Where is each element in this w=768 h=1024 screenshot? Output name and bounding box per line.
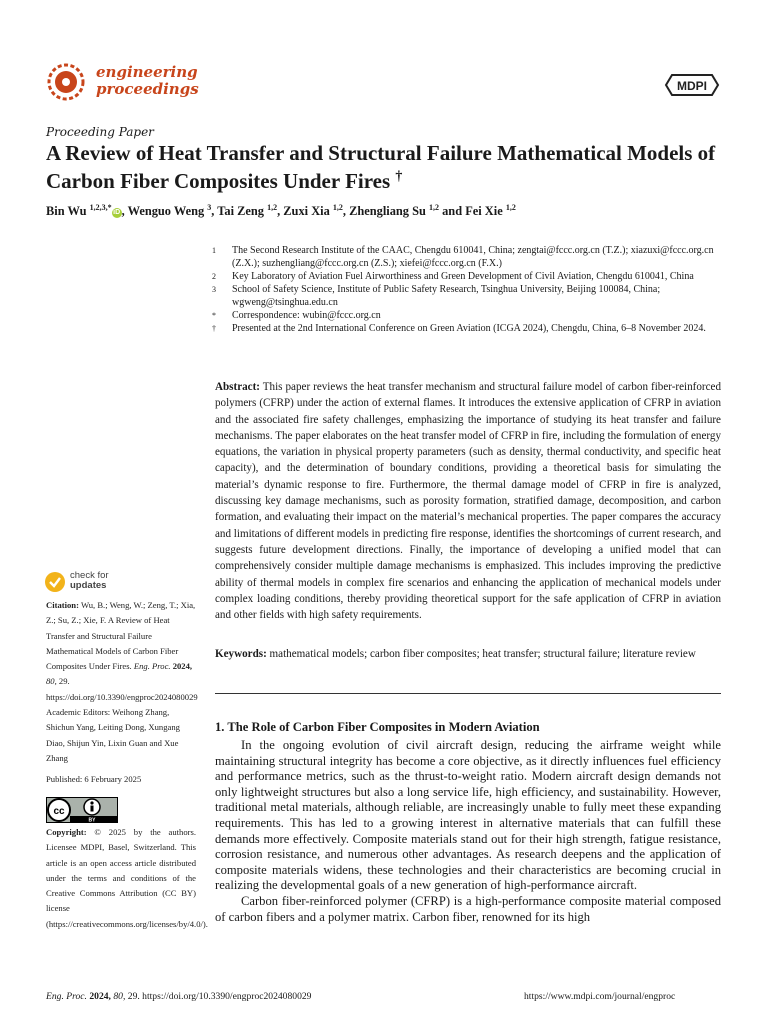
affiliation-text: Presented at the 2nd International Conference on Green Aviation (ICGA 2024), Chengdu, China, 6–8 November 2024.	[232, 323, 706, 334]
check-for-updates-line1: check for	[70, 570, 109, 581]
footer-doi-link[interactable]: 29. https://doi.org/10.3390/engproc2024080029	[127, 991, 312, 1002]
author-name[interactable]: Wenguo Weng	[127, 204, 205, 219]
journal-name-line2: proceedings	[96, 80, 199, 98]
affiliation-mark: 2	[212, 272, 216, 281]
section-body	[215, 738, 721, 925]
affiliation-text: The Second Research Institute of the CAAC, Chengdu 610041, China; zengtai@fccc.org.cn (T.Z.); xiazuxi@fccc.org.cn (Z.X.); suzhengliang@fccc.org.cn (Z.S.); xiefei@fccc.org.cn (F.X.)	[232, 245, 714, 269]
keywords-text: mathematical models; carbon fiber composites; heat transfer; structural failure; literature review	[269, 648, 696, 660]
copyright-label: Copyright:	[46, 827, 87, 837]
footer-citation	[46, 991, 311, 1002]
copyright-text: © 2025 by the authors. Licensee MDPI, Basel, Switzerland. This article is an open access article distributed under the terms and conditions of the Creative Commons Attribution (CC BY) license (https://creativecommons.org/licenses/by/4.0/).	[46, 827, 208, 929]
published-date: Published: 6 February 2025	[46, 774, 142, 784]
footer-volume: 80,	[113, 991, 126, 1002]
citation-volume: 80,	[46, 676, 57, 687]
publisher-name: MDPI	[677, 79, 707, 93]
author-affil: 1,2	[429, 203, 439, 212]
journal-name	[96, 64, 199, 98]
svg-text:BY: BY	[88, 817, 96, 823]
affiliation-text: Key Laboratory of Aviation Fuel Airworthiness and Green Development of Civil Aviation, Chengdu 610041, China	[232, 271, 694, 282]
abstract-label: Abstract:	[215, 381, 260, 393]
author-affil: 1,2,3,*	[89, 203, 112, 212]
affiliation-item	[212, 270, 732, 283]
author-affil: 3	[207, 203, 212, 212]
affiliation-text: School of Safety Science, Institute of Public Safety Research, Tsinghua University, Beijing 100084, China; wgweng@tsinghua.edu.cn	[232, 284, 661, 308]
keywords	[215, 646, 721, 662]
body-paragraph: In the ongoing evolution of civil aircraft design, reducing the airframe weight while maintaining structural integrity has become a core objective, as it directly influences fuel efficiency and performance metrics, such as the thrust-to-weight ratio. Modern aircraft design demands not only lightweight structures but also a long service life, high efficiency, and sustainability. However, traditional metal materials, although reliable, are increasingly unable to fully meet these expanding requirements. This has led to a growing interest in alternative materials that can fulfill these demands more effectively. Composite materials stand out for their high strength, fatigue resistance, corrosion resistance, and numerous other advantages. As research deepens and the application of composite materials widens, these technologies and their characteristics are becoming crucial in realizing the developmental goals of a new generation of high-performance aircraft.	[215, 738, 721, 893]
abstract-text: This paper reviews the heat transfer mechanism and structural failure model of carbon fiber-reinforced polymers (CFRP) under the action of external flames. It introduces the extensive application of CFRP in aviation and the associated fire safety challenges, emphasizing the importance of studying its heat transfer and failure mechanisms. The paper elaborates on the heat transfer model of CFRP in fire, including the formulation of energy equations, the variation in physical property parameters (such as density, thermal conductivity, and specific heat capacity), and the determination of boundary conditions, providing a theoretical basis for simulating the material’s dynamic response to fire. Furthermore, the thermal damage model of CFRP in fire is analyzed, discussing key damage mechanisms, such as porosity formation, stratified damage, decomposition, and carbon formation, and evaluating their impact on the material’s mechanical properties. The paper compares the accuracy and limitations of different models in predicting fire response, identifies the shortcomings of current research, and suggests future development directions. Finally, the importance of developing a unified model that can comprehensively consider multiple damage mechanisms is emphasized. This includes improving the predictive ability of thermal models in complex fire scenarios and enhancing the application of mechanical models under complex loading conditions, thereby providing theoretical support for the safe application of CFRP in aviation and other fields with high safety requirements.	[215, 381, 721, 622]
citation-doi[interactable]: 29. https://doi.org/10.3390/engproc2024080029	[46, 676, 198, 702]
cc-by-license-icon[interactable]	[46, 797, 118, 823]
footer-journal-url[interactable]: https://www.mdpi.com/journal/engproc	[524, 991, 676, 1002]
abstract	[215, 379, 721, 623]
body-paragraph: Carbon fiber-reinforced polymer (CFRP) is a high-performance composite material composed of carbon fibers and a polymer matrix. Carbon fiber, renowned for its high	[215, 893, 721, 924]
author-name[interactable]: Zhengliang Su	[349, 204, 426, 219]
affiliations	[212, 244, 732, 335]
citation-label: Citation:	[46, 600, 79, 610]
affiliation-mark: *	[212, 311, 216, 320]
mdpi-logo-icon	[664, 71, 720, 99]
author-name[interactable]: Bin Wu	[46, 204, 87, 219]
author-affil: 1,2	[267, 203, 278, 212]
affiliation-item	[212, 244, 732, 270]
orcid-icon[interactable]: iD	[113, 209, 121, 217]
affiliation-item	[212, 309, 732, 322]
footer-journal: Eng. Proc.	[46, 991, 87, 1002]
affiliation-item	[212, 283, 732, 309]
academic-editors: Academic Editors: Weihong Zhang, Shichun Yang, Leiting Dong, Xungang Diao, Shijun Yin, Lixin Guan and Xue Zhang	[46, 707, 180, 763]
footer-year: 2024,	[89, 991, 111, 1002]
title-footnote-mark: †	[395, 169, 403, 184]
engineering-proceedings-logo-icon	[46, 62, 86, 102]
citation-journal: Eng. Proc.	[133, 661, 171, 672]
affiliation-mark: 3	[212, 285, 216, 294]
citation-text: Wu, B.; Weng, W.; Zeng, T.; Xia, Z.; Su, Z.; Xie, F. A Review of Heat Transfer and Structural Failure Mathematical Models of Carbon Fiber Composites Under Fires.	[46, 600, 196, 672]
author-affil: 1,2	[332, 203, 343, 212]
section-heading: 1. The Role of Carbon Fiber Composites in Modern Aviation	[215, 720, 540, 734]
author-affil: 1,2	[505, 203, 516, 212]
divider	[215, 693, 721, 694]
journal-name-line1: engineering	[96, 63, 198, 81]
check-for-updates-label[interactable]	[70, 571, 109, 591]
author-name[interactable]: Fei Xie	[465, 204, 503, 219]
citation-block	[46, 598, 196, 705]
citation-year: 2024,	[172, 661, 193, 672]
article-type: Proceeding Paper	[46, 125, 154, 139]
paper-title-text: A Review of Heat Transfer and Structural Failure Mathematical Models of Carbon Fiber Composites Under Fires	[46, 141, 716, 193]
paper-title	[46, 142, 736, 193]
affiliation-mark: 1	[212, 246, 216, 255]
affiliation-mark: †	[212, 324, 216, 333]
author-name[interactable]: Tai Zeng	[217, 204, 264, 219]
svg-text:cc: cc	[53, 806, 65, 817]
author-list: Bin Wu $^{1,2,3,*}$iD , Wenguo Weng $^3$, Tai Zeng $^{1,2}$, Zuxi Xia $^{1,2}$, Zhengliang Su $^{1,2}$ and Fei Xie $^{1,2}$	[46, 203, 516, 219]
affiliation-item	[212, 322, 732, 335]
and-word: and	[442, 204, 463, 219]
keywords-label: Keywords:	[215, 648, 267, 660]
author-name[interactable]: Zuxi Xia	[283, 204, 330, 219]
copyright-block	[46, 825, 208, 932]
check-for-updates-line2: updates	[70, 580, 107, 591]
affiliation-text: Correspondence: wubin@fccc.org.cn	[232, 310, 381, 321]
